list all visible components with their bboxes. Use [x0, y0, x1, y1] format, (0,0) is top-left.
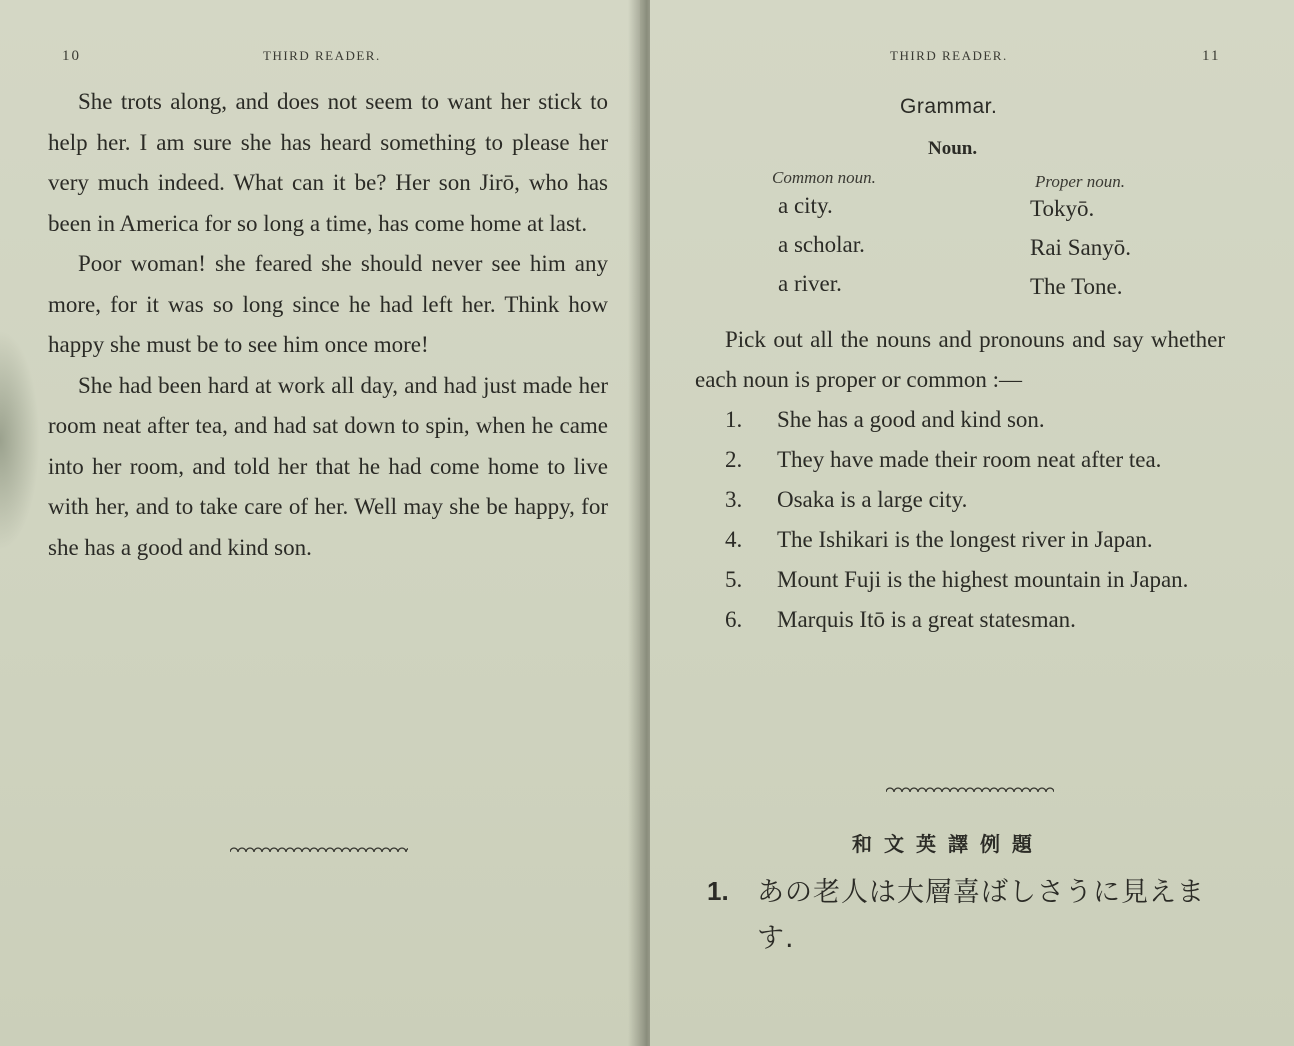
exercise-item	[725, 440, 1230, 480]
exercise-text: Mount Fuji is the highest mountain in Japan.	[777, 567, 1189, 592]
exercise-number: 3.	[725, 487, 743, 512]
exercise-item	[725, 520, 1230, 560]
proper-noun-heading: Proper noun.	[1035, 172, 1126, 191]
exercise-instruction	[695, 320, 1225, 400]
section-divider	[886, 782, 1054, 792]
exercise-text: They have made their room neat after tea.	[777, 447, 1162, 472]
exercise-number: 4.	[725, 527, 743, 552]
left-page-number: 10	[62, 48, 81, 64]
exercise-text: Osaka is a large city.	[777, 487, 968, 512]
exercise-item	[725, 560, 1230, 600]
paragraph: Poor woman! she feared she should never see him any more, for it was so long since he had left her. Think how happy she must be to see him once more!	[48, 251, 608, 357]
common-noun-item: a river.	[778, 271, 842, 296]
left-page	[0, 0, 640, 1046]
common-noun-item: a scholar.	[778, 232, 865, 257]
paragraph: She had been hard at work all day, and had just made her room neat after tea, and had sat down to spin, when he came into her room, and told her that he had come home to live with her, and to take care of her. Well may she be happy, for she has a good and kind son.	[48, 372, 608, 560]
exercise-item	[725, 400, 1230, 440]
japanese-item-number: 1.	[707, 876, 729, 906]
exercise-text: Marquis Itō is a great statesman.	[777, 607, 1076, 632]
exercise-number: 5.	[725, 567, 743, 592]
exercise-list	[725, 400, 1230, 640]
common-noun-item: a city.	[778, 193, 833, 218]
exercise-number: 1.	[725, 407, 743, 432]
proper-noun-item: Tokyō.	[1030, 196, 1095, 221]
instruction-text: Pick out all the nouns and pronouns and say whether each noun is proper or common :—	[695, 327, 1225, 392]
subsection-title: Noun.	[928, 138, 978, 159]
exercise-number: 2.	[725, 447, 743, 472]
paragraph: She trots along, and does not seem to want her stick to help her. I am sure she has heard something to please her very much indeed. What can it be? Her son Jirō, who has been in America for so long a time, has come home at last.	[48, 89, 608, 236]
common-noun-heading: Common noun.	[772, 168, 876, 187]
exercise-number: 6.	[725, 607, 743, 632]
right-running-head: THIRD READER.	[890, 48, 1008, 63]
left-running-head: THIRD READER.	[263, 48, 381, 63]
exercise-item	[725, 600, 1230, 640]
right-page-number: 11	[1202, 48, 1221, 64]
section-divider	[230, 842, 408, 852]
japanese-item-text: あの老人は大層喜ばしさうに見えます.	[757, 877, 1205, 954]
proper-noun-item: Rai Sanyō.	[1030, 235, 1131, 260]
section-title: Grammar.	[900, 95, 998, 118]
exercise-text: She has a good and kind son.	[777, 407, 1045, 432]
page-stain	[0, 330, 40, 550]
exercise-item	[725, 480, 1230, 520]
left-body-text	[48, 82, 608, 568]
proper-noun-item: The Tone.	[1030, 274, 1123, 299]
japanese-heading: 和文英譯例題	[852, 832, 1044, 856]
exercise-text: The Ishikari is the longest river in Japan.	[777, 527, 1153, 552]
